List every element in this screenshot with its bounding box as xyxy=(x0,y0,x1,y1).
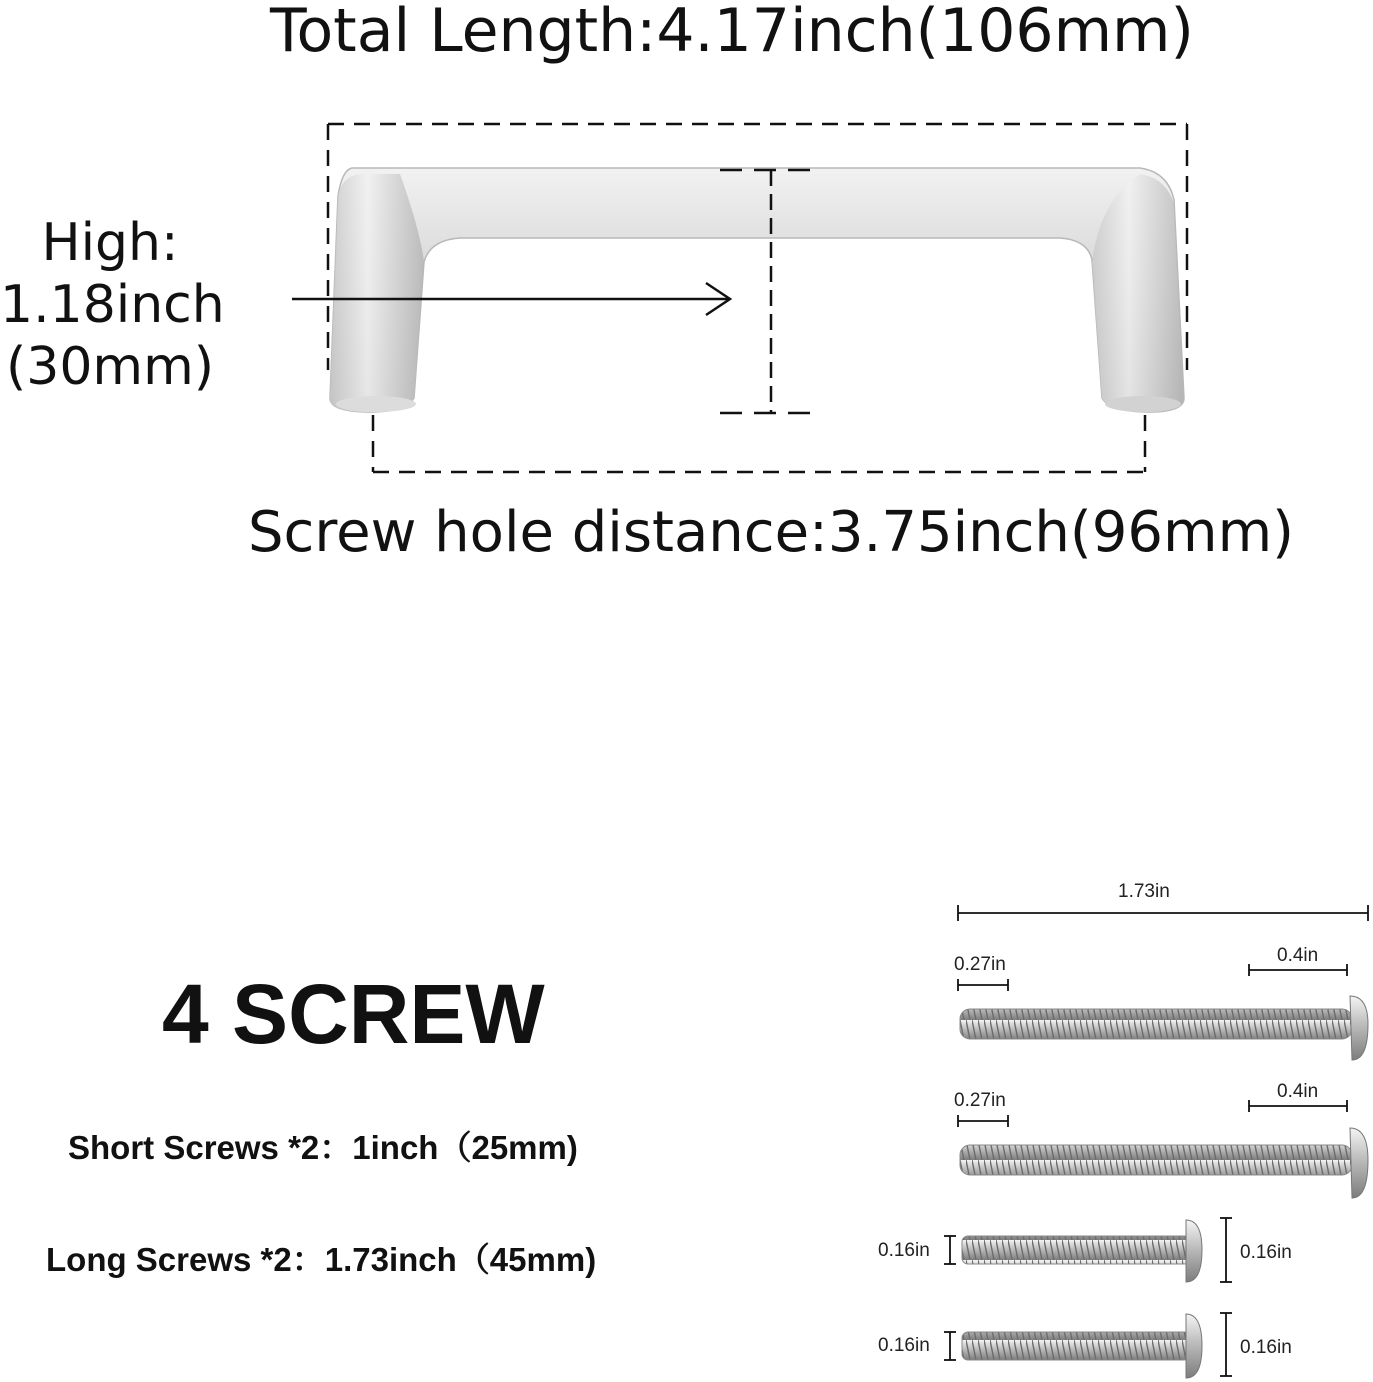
screw-hole-distance-label: Screw hole distance:3.75inch(96mm) xyxy=(248,500,1294,565)
long-screw-2-head-label: 0.4in xyxy=(1277,1081,1319,1102)
short-screw-1-left-label: 0.16in xyxy=(878,1240,930,1261)
overall-length-label: 1.73in xyxy=(1118,881,1170,902)
short-screw-image xyxy=(962,1220,1202,1282)
long-screw-2-tip-label: 0.27in xyxy=(954,1090,1006,1111)
height-title: High: xyxy=(41,213,179,273)
height-inch: 1.18inch xyxy=(0,275,225,335)
total-length-dashed-box xyxy=(328,124,1187,370)
total-length-label: Total Length:4.17inch(106mm) xyxy=(270,0,1194,66)
long-screw-1-tip-label: 0.27in xyxy=(954,954,1006,975)
short-screw-2-left-label: 0.16in xyxy=(878,1335,930,1356)
short-screw-image xyxy=(962,1314,1202,1378)
short-screws-spec: Short Screws *2：1inch（25mm) xyxy=(68,1129,578,1166)
screw-count-title: 4 SCREW xyxy=(162,967,545,1061)
long-screw-image xyxy=(960,1128,1368,1198)
short-screw-2-right-label: 0.16in xyxy=(1240,1337,1292,1358)
height-label xyxy=(0,212,225,398)
long-screws-spec: Long Screws *2：1.73inch（45mm) xyxy=(46,1241,597,1278)
screw-hole-dashed-box xyxy=(373,415,1145,472)
long-screw-image xyxy=(960,996,1368,1060)
long-screw-1-head-label: 0.4in xyxy=(1277,945,1319,966)
short-screw-1-right-label: 0.16in xyxy=(1240,1242,1292,1263)
cabinet-handle-image xyxy=(330,168,1184,412)
height-mm: (30mm) xyxy=(5,337,215,397)
screw-dimension-lines xyxy=(944,905,1368,1376)
